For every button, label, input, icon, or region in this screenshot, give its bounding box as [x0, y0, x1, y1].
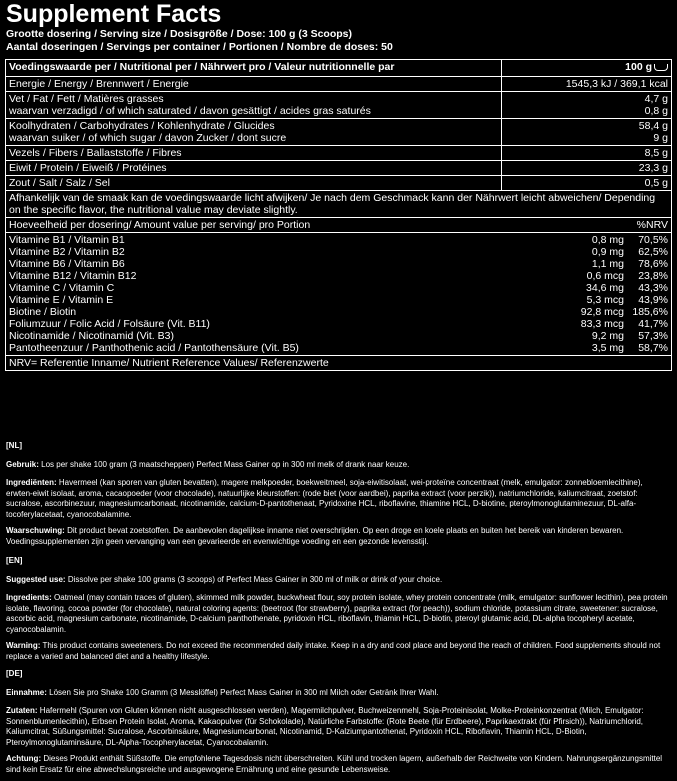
- vitamin-name: Pantotheenzuur / Panthothenic acid / Pantothensäure (Vit. B5): [9, 342, 299, 354]
- vitamin-name: Biotine / Biotin: [9, 306, 77, 318]
- vitamin-row: [9, 282, 668, 294]
- fibres-value: 8,5 g: [502, 146, 672, 161]
- vitamin-nrv: 23,8%: [638, 270, 668, 282]
- vitamin-row: [9, 294, 668, 306]
- fat-cell: Vet / Fat / Fett / Matières grasses waarvan verzadigd / of which saturated / davon gesättigt / acides gras saturés: [6, 92, 502, 119]
- de-section: [DE] Einnahme: Lösen Sie pro Shake 100 Gramm (3 Messlöffel) Perfect Mass Gainer in 300 ml Milch oder Getränk Ihrer Wahl. Zutaten: Hafermehl (Spuren von Gluten können nicht ausgeschlossen werden), Magermilchpulver, Buchweizenmehl, Soja-Proteinisolat, Molke-Proteinkonzentrat (Milch, Emulgator: Sonnenblumenlecithin), Erbsen Protein Isolat, Aroma, Kakaopulver (für Schokolade), Natürliche Farbstoffe: (Rote Beete (für Erdbeere), Paprikaextrakt (für Pfirsich)), Natriumchlorid, Kaliumcitrat, Süßungsmittel: Sucralose, Ascorbinsäure, Magnesiumcarbonat, Nicotinamid, D-Kalziumpantothenat, Pyridoxin HCL, Riboflavin, Thiamin HCL, D-Biotin, Pteroylmonoglutaminsäure, DL-Alpha-Tocopherylacetat, Cyanocobalamin. Achtung: Dieses Produkt enthält Süßstoffe. Die empfohlene Tagesdosis nicht überschreiten. Kühl und trocken lagern, außerhalb der Reichweite von Kindern. Nahrungsergänzungsmittel sind kein Ersatz für eine abwechslungsreiche und ausgewogene Ernährung und eine gesunde Lebensweise.: [6, 669, 669, 775]
- nl-section: [NL] Gebruik: Los per shake 100 gram (3 maatscheppen) Perfect Mass Gainer op in 300 ml melk of drank naar keuze. Ingrediënten: Havermeel (kan sporen van gluten bevatten), magere melkpoeder, boekweitmeel, soja-eiwitisolaat, wei-proteïne concentraat (melk, emulgator: zonnebloemlecithine), erwten-eiwit isolaat, aroma, cacaopoeder (voor chocolade), natuurlijke kleurstoffen: (rode biet (voor aardbei), paprika extract (voor perzik)), natriumchloride, kaliumcitraat, zoetstof: sucralose, ascorbinezuur, magnesiumcarbonaat, nicotinamide, calcium-D-pantothenaat, Pyridoxine HCL, riboflavine, thiamine HCL, D-biotine, pteroylmonoglutaminezuur, DL-alfa-tocoferylacetaat, cyanocobalamine. Waarschuwing: Dit product bevat zoetstoffen. De aanbevolen dagelijkse inname niet overschrijden. Op een droge en koele plaats en buiten het bereik van kinderen bewaren. Voedingssupplementen zijn geen vervanging van een gevarieerde en evenwichtige voeding en een gezonde levensstijl.: [6, 441, 669, 547]
- vitamin-row: [9, 306, 668, 318]
- vitamin-nrv: 185,6%: [632, 306, 668, 318]
- carbs-values: 58,4 g 9 g: [502, 119, 672, 146]
- protein-label: Eiwit / Protein / Eiweiß / Protéines: [6, 161, 502, 176]
- vitamin-nrv: 43,9%: [638, 294, 668, 306]
- vitamin-nrv: 62,5%: [638, 246, 668, 258]
- flavor-note: Afhankelijk van de smaak kan de voedingswaarde licht afwijken/ Je nach dem Geschmack kann der Nährwert leicht abweichen/ Depending on the specific flavor, the nutritional value may deviate slightly.: [6, 191, 672, 218]
- vitamin-list: [6, 233, 672, 356]
- protein-value: 23,3 g: [502, 161, 672, 176]
- vitamin-name: Vitamine B12 / Vitamin B12: [9, 270, 137, 282]
- vitamin-nrv: 57,3%: [638, 330, 668, 342]
- vitamin-value: 92,8 mcg: [580, 306, 624, 318]
- salt-label: Zout / Salt / Salz / Sel: [6, 176, 502, 191]
- vitamin-value: 9,2 mg: [591, 330, 624, 342]
- cup-icon: [654, 64, 668, 71]
- vitamin-nrv: 41,7%: [638, 318, 668, 330]
- vitamin-row: [9, 246, 668, 258]
- vitamin-value: 0,8 mg: [591, 234, 624, 246]
- vitamin-row: [9, 270, 668, 282]
- salt-value: 0,5 g: [502, 176, 672, 191]
- vitamin-value: 3,5 mg: [591, 342, 624, 354]
- serving-size: Grootte dosering / Serving size / Dosisgröße / Dose: 100 g (3 Scoops): [6, 28, 352, 40]
- page-title: Supplement Facts: [6, 0, 222, 28]
- vitamin-row: [9, 342, 668, 354]
- en-section: [EN] Suggested use: Dissolve per shake 100 grams (3 scoops) of Perfect Mass Gainer in 300 ml of milk or drink of your choice. Ingredients: Oatmeal (may contain traces of gluten), skimmed milk powder, buckwheat flour, soy protein isolate, whey protein concentrate (milk, emulgator: sunflower lecithin), pea protein isolate, flavoring, cocoa powder (for chocolate), natural coloring agents: (beetroot (for strawberry), paprika extract (for peach)), sodium chloride, potassium citrate, sweetener: sucralose, ascorbic acid, magnesium carbonate, nicotinamide, D-calcium panthothenate, pyridoxin HCL, riboflavin, thiamin HCL, D-biotin, pteroyl glutamic acid, DL-alpha tocopheryl acetate, cyanocobalamin. Warning: This product contains sweeteners. Do not exceed the recommended daily intake. Keep in a dry and cool place and beyond the reach of children. Food supplements should not replace a varied and balanced diet and a healthy lifestyle.: [6, 556, 668, 661]
- vitamin-name: Vitamine E / Vitamin E: [9, 294, 114, 306]
- energy-label: Energie / Energy / Brennwert / Energie: [6, 77, 502, 92]
- vitamin-value: 5,3 mcg: [586, 294, 624, 306]
- nutrition-header-value: 100 g: [502, 60, 672, 77]
- vitamin-nrv: 70,5%: [638, 234, 668, 246]
- vitamin-name: Foliumzuur / Folic Acid / Folsäure (Vit. B11): [9, 318, 210, 330]
- vitamin-value: 0,9 mg: [591, 246, 624, 258]
- vitamin-name: Vitamine B1 / Vitamin B1: [9, 234, 125, 246]
- vitamin-name: Vitamine B6 / Vitamin B6: [9, 258, 125, 270]
- nrv-note: NRV= Referentie Inname/ Nutrient Reference Values/ Referenzwerte: [6, 356, 672, 371]
- vitamin-name: Vitamine B2 / Vitamin B2: [9, 246, 125, 258]
- vitamin-row: [9, 318, 668, 330]
- nutrition-header-label: Voedingswaarde per / Nutritional per / Nährwert pro / Valeur nutritionnelle par: [6, 60, 502, 77]
- vitamin-name: Vitamine C / Vitamin C: [9, 282, 115, 294]
- vitamin-value: 83,3 mcg: [580, 318, 624, 330]
- en-tag: [EN]: [6, 556, 23, 565]
- vitamin-value: 1,1 mg: [591, 258, 624, 270]
- fat-values: 4,7 g 0,8 g: [502, 92, 672, 119]
- vitamin-row: [9, 330, 668, 342]
- vitamin-nrv: 58,7%: [638, 342, 668, 354]
- vitamin-value: 0,6 mcg: [586, 270, 624, 282]
- vitamin-nrv: 78,6%: [638, 258, 668, 270]
- vitamin-row: [9, 234, 668, 246]
- fibres-label: Vezels / Fibers / Ballaststoffe / Fibres: [6, 146, 502, 161]
- servings-per-container: Aantal doseringen / Servings per container / Portionen / Nombre de doses: 50: [6, 41, 393, 53]
- vitamin-nrv: 43,3%: [638, 282, 668, 294]
- vitamin-header: Hoeveelheid per dosering/ Amount value per serving/ pro Portion %NRV: [6, 218, 672, 233]
- vitamin-value: 34,6 mg: [586, 282, 624, 294]
- de-tag: [DE]: [6, 669, 23, 678]
- vitamin-name: Nicotinamide / Nicotinamid (Vit. B3): [9, 330, 174, 342]
- energy-value: 1545,3 kJ / 369,1 kcal: [502, 77, 672, 92]
- vitamin-row: [9, 258, 668, 270]
- carbs-cell: Koolhydraten / Carbohydrates / Kohlenhydrate / Glucides waarvan suiker / of which sugar / davon Zucker / dont sucre: [6, 119, 502, 146]
- nutrition-table: [5, 59, 672, 371]
- nl-tag: [NL]: [6, 441, 22, 450]
